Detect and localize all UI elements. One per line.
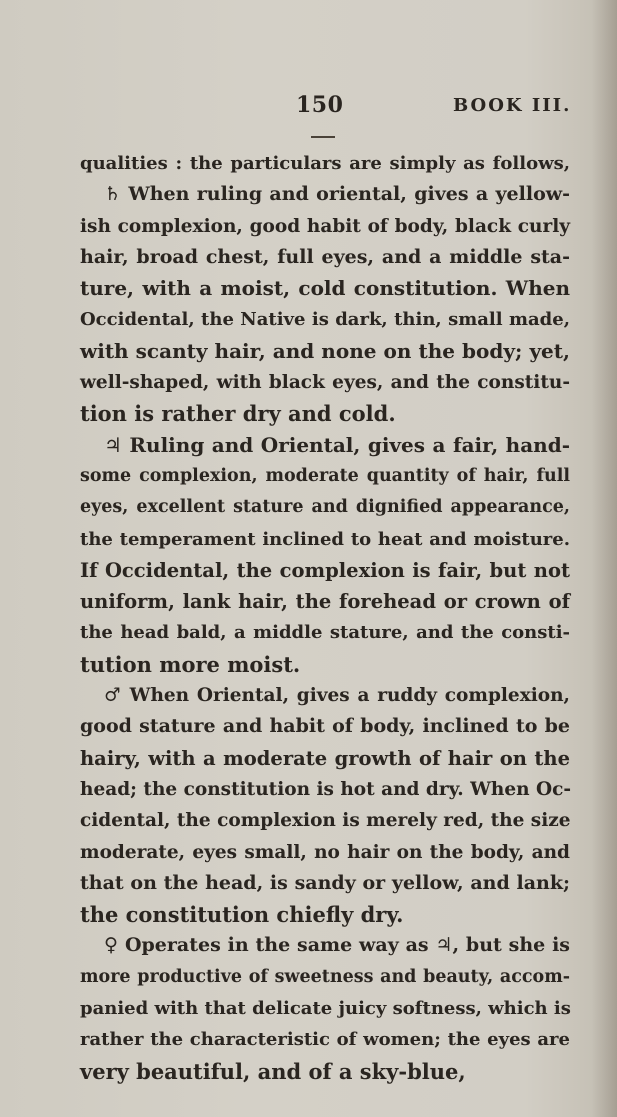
text-line: well-shaped, with black eyes, and the constitu- xyxy=(80,372,570,394)
text-line: hairy, with a moderate growth of hair on the xyxy=(80,746,570,770)
text-line: ish complexion, good habit of body, black curly xyxy=(80,215,570,237)
body-text xyxy=(80,148,570,1087)
page-number: 150 xyxy=(296,92,344,118)
text-line: the head bald, a middle stature, and the consti- xyxy=(80,622,570,644)
text-line: tion is rather dry and cold. xyxy=(80,401,396,427)
text-line: uniform, lank hair, the forehead or crown of xyxy=(80,590,570,614)
text-line: ture, with a moist, cold constitution. When xyxy=(80,276,570,301)
text-line: panied with that delicate juicy softness, which is xyxy=(80,998,571,1020)
text-line: the constitution chiefly dry. xyxy=(80,902,404,928)
text-line: eyes, excellent stature and dignified appearance, xyxy=(80,497,570,518)
text-line: If Occidental, the complexion is fair, but not xyxy=(80,558,570,582)
text-line: that on the head, is sandy or yellow, and lank; xyxy=(80,871,570,894)
text-line: rather the characteristic of women; the eyes are xyxy=(80,1029,570,1051)
header-rule xyxy=(311,136,335,138)
text-line: tution more moist. xyxy=(80,651,301,677)
text-line: good stature and habit of body, inclined to be xyxy=(80,715,570,738)
running-head: BOOK III. xyxy=(453,95,572,116)
text-line: hair, broad chest, full eyes, and a middle sta- xyxy=(80,245,570,268)
page-edge-shadow xyxy=(591,0,617,1117)
text-line: more productive of sweetness and beauty, accom- xyxy=(80,966,570,987)
page-header xyxy=(0,92,617,122)
text-line: head; the constitution is hot and dry. When Oc- xyxy=(80,778,572,800)
text-line: with scanty hair, and none on the body; yet, xyxy=(80,338,570,363)
text-line: moderate, eyes small, no hair on the body, and xyxy=(80,841,570,863)
text-line: cidental, the complexion is merely red, the size xyxy=(80,810,571,832)
text-line: Occidental, the Native is dark, thin, small made, xyxy=(80,309,570,331)
text-line: ♃ Ruling and Oriental, gives a fair, hand- xyxy=(104,432,570,457)
text-line: some complexion, moderate quantity of hair, full xyxy=(80,465,570,486)
text-line: ♄ When ruling and oriental, gives a yellow- xyxy=(104,183,570,206)
text-line: ♀ Operates in the same way as ♃, but she is xyxy=(104,934,570,957)
text-line: qualities : the particulars are simply as follows, xyxy=(80,153,570,174)
text-line: very beautiful, and of a sky-blue, xyxy=(80,1058,466,1084)
text-line: the temperament inclined to heat and moisture. xyxy=(80,528,570,550)
text-line: ♂ When Oriental, gives a ruddy complexion, xyxy=(104,685,570,707)
